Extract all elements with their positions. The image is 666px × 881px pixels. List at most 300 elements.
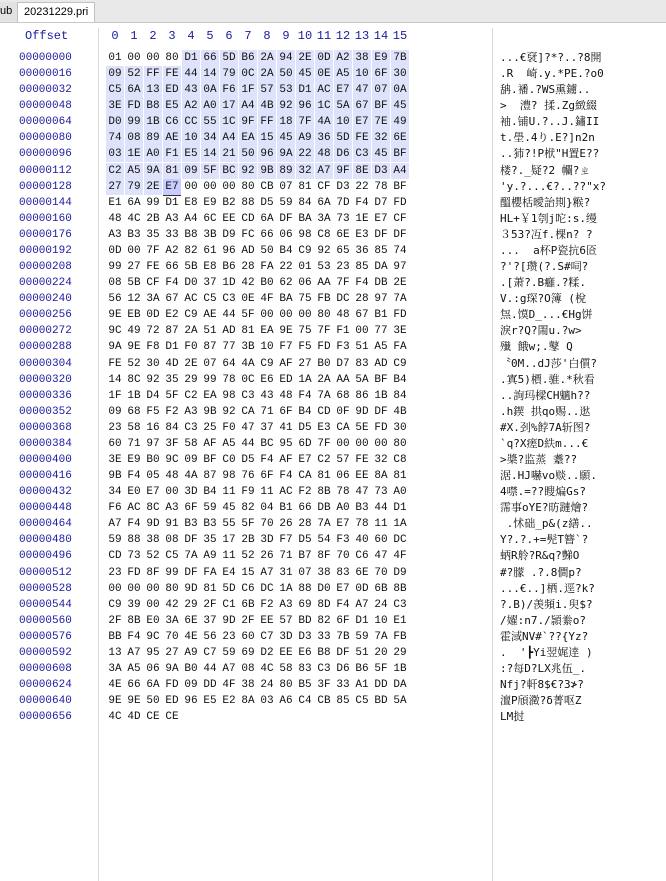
hex-byte[interactable]: 9F	[239, 114, 257, 130]
hex-byte[interactable]: 5D	[334, 130, 352, 146]
hex-byte[interactable]: 7F	[146, 244, 160, 257]
hex-byte[interactable]: 37	[203, 614, 217, 627]
hex-byte[interactable]: 38	[241, 679, 255, 692]
hex-byte[interactable]: 11	[374, 518, 388, 531]
text-preview[interactable]: .寘5)檟.骓.*秋看	[500, 372, 595, 386]
hex-row[interactable]	[0, 372, 666, 388]
hex-byte[interactable]: 1B	[374, 389, 388, 402]
hex-byte[interactable]: 00	[108, 582, 122, 595]
hex-byte[interactable]: 34	[201, 130, 219, 146]
hex-byte[interactable]: A2	[334, 50, 352, 66]
hex-byte[interactable]: D7	[374, 196, 388, 209]
hex-byte[interactable]: 92	[239, 163, 257, 179]
hex-byte[interactable]: DF	[184, 566, 198, 579]
hex-byte[interactable]: E7	[336, 518, 350, 531]
hex-byte[interactable]: 92	[317, 244, 331, 257]
hex-byte[interactable]: D1	[296, 82, 314, 98]
text-preview[interactable]: 醞櫻栝曖詒剘}糇?	[500, 195, 591, 209]
hex-byte[interactable]: 9C	[146, 630, 160, 643]
text-preview[interactable]: 楼?._疑?2 幱?ㄓ	[500, 163, 591, 177]
hex-byte[interactable]: 10	[334, 114, 352, 130]
hex-byte[interactable]: AD	[222, 325, 236, 338]
hex-byte[interactable]: 0E	[241, 293, 255, 306]
hex-byte[interactable]: 56	[108, 293, 122, 306]
hex-byte[interactable]: 7A	[393, 293, 407, 306]
hex-byte[interactable]: F3	[336, 534, 350, 547]
hex-byte[interactable]: 1D	[222, 277, 236, 290]
hex-byte[interactable]: 87	[203, 341, 217, 354]
hex-byte[interactable]: 5A	[334, 98, 352, 114]
hex-byte[interactable]: AF	[279, 454, 293, 466]
hex-byte[interactable]: BA	[298, 212, 312, 225]
hex-byte[interactable]: 99	[146, 196, 160, 209]
hex-byte[interactable]: 6A	[260, 212, 274, 225]
hex-byte[interactable]: 7F	[336, 277, 350, 290]
hex-row[interactable]	[0, 709, 666, 725]
hex-byte[interactable]: 85	[336, 695, 350, 708]
hex-byte[interactable]: E7	[146, 486, 160, 499]
hex-byte[interactable]: C5	[165, 550, 179, 563]
hex-byte[interactable]: C9	[260, 357, 274, 370]
hex-byte[interactable]: 67	[353, 98, 371, 114]
hex-byte[interactable]: DA	[374, 261, 388, 274]
hex-byte[interactable]: ED	[165, 695, 179, 708]
hex-byte[interactable]: 1B	[393, 663, 407, 676]
hex-byte[interactable]: 4D	[127, 711, 141, 724]
hex-byte[interactable]: 9D	[146, 518, 160, 531]
hex-byte[interactable]: D5	[298, 421, 312, 434]
text-preview[interactable]: 澶P頎瀓?δ菁呕Z	[500, 694, 582, 708]
hex-byte[interactable]: 58	[127, 421, 141, 434]
hex-byte[interactable]: D0	[317, 582, 331, 595]
hex-byte[interactable]: 5A	[393, 695, 407, 708]
text-preview[interactable]: 'y.?...€?..??"x?	[500, 179, 606, 193]
hex-byte[interactable]: 48	[336, 309, 350, 322]
hex-byte[interactable]: A7	[315, 163, 333, 179]
hex-row[interactable]	[0, 565, 666, 581]
hex-byte[interactable]: C8	[393, 454, 407, 466]
hex-byte[interactable]: D5	[298, 534, 312, 547]
hex-byte[interactable]: 98	[222, 389, 236, 402]
hex-byte[interactable]: A5	[127, 663, 141, 676]
hex-byte[interactable]: CE	[165, 711, 179, 724]
hex-byte[interactable]: 08	[108, 277, 122, 290]
hex-byte[interactable]: 88	[241, 196, 255, 209]
hex-byte[interactable]: 7B	[336, 630, 350, 643]
hex-byte[interactable]: 1F	[239, 82, 257, 98]
hex-byte[interactable]: 6B	[241, 598, 255, 611]
hex-byte[interactable]: 7B	[391, 50, 409, 66]
hex-byte[interactable]: FE	[163, 66, 181, 82]
hex-byte[interactable]: F4	[336, 598, 350, 611]
text-preview[interactable]: . '┣Yi翌娓逹 )	[500, 645, 593, 659]
hex-byte[interactable]: DF	[374, 405, 388, 418]
hex-byte[interactable]: A9	[296, 130, 314, 146]
hex-byte[interactable]: C3	[241, 389, 255, 402]
hex-byte[interactable]: E5	[182, 146, 200, 162]
hex-byte[interactable]: 6B	[374, 582, 388, 595]
hex-byte[interactable]: F4	[127, 470, 141, 483]
hex-byte[interactable]: 9E	[108, 695, 122, 708]
hex-byte[interactable]: 7F	[317, 437, 331, 450]
hex-byte[interactable]: 95	[279, 437, 293, 450]
hex-byte[interactable]: 59	[108, 534, 122, 547]
hex-byte[interactable]: FF	[144, 66, 162, 82]
hex-byte[interactable]: 8C	[146, 502, 160, 515]
hex-byte[interactable]: DB	[317, 502, 331, 515]
hex-byte[interactable]: 5F	[165, 389, 179, 402]
hex-byte[interactable]: 00	[146, 598, 160, 611]
hex-byte[interactable]: 70	[260, 518, 274, 531]
hex-byte[interactable]: 2A	[258, 66, 276, 82]
hex-byte[interactable]: 09	[182, 163, 200, 179]
hex-byte[interactable]: A3	[165, 502, 179, 515]
hex-byte[interactable]: FA	[393, 341, 407, 354]
hex-byte[interactable]: E9	[203, 196, 217, 209]
hex-byte[interactable]: 3E	[393, 325, 407, 338]
hex-row[interactable]	[0, 484, 666, 500]
hex-byte[interactable]: F3	[336, 341, 350, 354]
hex-byte[interactable]: E1	[393, 614, 407, 627]
hex-byte[interactable]: 75	[298, 293, 312, 306]
hex-row[interactable]	[0, 661, 666, 677]
hex-byte[interactable]: D3	[372, 163, 390, 179]
hex-byte[interactable]: 69	[241, 646, 255, 659]
hex-byte[interactable]: F4	[260, 454, 274, 466]
hex-byte[interactable]: B0	[317, 357, 331, 370]
hex-byte[interactable]: D9	[393, 566, 407, 579]
hex-byte[interactable]: C0	[222, 454, 236, 466]
hex-byte[interactable]: FC	[241, 228, 255, 241]
hex-byte[interactable]: F7	[279, 341, 293, 354]
hex-byte[interactable]: 74	[106, 130, 124, 146]
hex-byte[interactable]: 80	[165, 582, 179, 595]
hex-byte[interactable]: 74	[393, 244, 407, 257]
hex-byte[interactable]: AA	[317, 277, 331, 290]
hex-byte[interactable]: 4B	[258, 98, 276, 114]
hex-byte[interactable]: 47	[355, 486, 369, 499]
hex-byte[interactable]: 34	[108, 486, 122, 499]
hex-byte[interactable]: 52	[127, 357, 141, 370]
hex-byte[interactable]: E8	[203, 261, 217, 274]
hex-byte[interactable]: F4	[279, 470, 293, 483]
hex-byte[interactable]: D3	[336, 180, 350, 193]
hex-byte[interactable]: FD	[127, 566, 141, 579]
hex-byte[interactable]: 11	[260, 486, 274, 499]
hex-byte[interactable]: FD	[165, 679, 179, 692]
hex-byte[interactable]: C5	[106, 82, 124, 98]
hex-byte[interactable]: CD	[241, 212, 255, 225]
hex-byte[interactable]: 81	[163, 163, 181, 179]
hex-byte[interactable]: 9B	[203, 405, 217, 418]
hex-byte[interactable]: FE	[355, 454, 369, 466]
hex-byte[interactable]: 9B	[108, 470, 122, 483]
hex-byte[interactable]: 13	[108, 646, 122, 659]
hex-byte[interactable]: 6E	[355, 566, 369, 579]
text-preview[interactable]: 舑.襎.?WS熏鐪..	[500, 83, 591, 97]
hex-row[interactable]	[0, 468, 666, 484]
hex-byte[interactable]: 00	[146, 52, 160, 64]
hex-byte[interactable]: 80	[393, 437, 407, 450]
hex-byte[interactable]: B7	[298, 550, 312, 563]
hex-byte[interactable]: EE	[260, 614, 274, 627]
hex-byte[interactable]: FA	[260, 261, 274, 274]
hex-byte[interactable]: C9	[393, 357, 407, 370]
hex-byte[interactable]: 06	[336, 470, 350, 483]
hex-row[interactable]	[0, 323, 666, 339]
hex-byte[interactable]: 58	[279, 663, 293, 676]
hex-byte[interactable]: 18	[277, 114, 295, 130]
hex-byte[interactable]: AC	[279, 486, 293, 499]
hex-byte[interactable]: E7	[163, 179, 181, 196]
hex-byte[interactable]: CF	[317, 180, 331, 193]
hex-byte[interactable]: CA	[336, 421, 350, 434]
hex-byte[interactable]: 33	[165, 228, 179, 241]
hex-byte[interactable]: E5	[203, 695, 217, 708]
hex-byte[interactable]: 55	[222, 518, 236, 531]
hex-byte[interactable]: 9C	[165, 454, 179, 466]
hex-row[interactable]	[0, 243, 666, 259]
hex-byte[interactable]: F4	[355, 277, 369, 290]
hex-byte[interactable]: 3F	[165, 437, 179, 450]
text-preview[interactable]: 霈事oYE?昉蹥燴?	[500, 501, 589, 515]
hex-byte[interactable]: 84	[393, 389, 407, 402]
hex-byte[interactable]: 81	[203, 582, 217, 595]
hex-byte[interactable]: 66	[201, 50, 219, 66]
hex-byte[interactable]: 00	[184, 180, 198, 193]
hex-byte[interactable]: 48	[165, 470, 179, 483]
hex-byte[interactable]: 83	[298, 663, 312, 676]
hex-row[interactable]	[0, 163, 666, 179]
hex-byte[interactable]: 48	[108, 212, 122, 225]
hex-byte[interactable]: F2	[165, 405, 179, 418]
text-preview[interactable]: LM挝	[500, 710, 525, 724]
hex-byte[interactable]: 44	[222, 309, 236, 322]
hex-row[interactable]	[0, 532, 666, 548]
hex-byte[interactable]: F4	[127, 518, 141, 531]
hex-row[interactable]	[0, 179, 666, 195]
hex-byte[interactable]: BD	[298, 614, 312, 627]
hex-byte[interactable]: 15	[241, 566, 255, 579]
hex-byte[interactable]: 73	[374, 486, 388, 499]
hex-byte[interactable]: 91	[165, 518, 179, 531]
hex-byte[interactable]: E0	[146, 614, 160, 627]
hex-byte[interactable]: 85	[374, 244, 388, 257]
hex-byte[interactable]: 3E	[108, 454, 122, 466]
hex-byte[interactable]: 57	[336, 454, 350, 466]
hex-byte[interactable]: 23	[336, 261, 350, 274]
hex-byte[interactable]: 73	[336, 212, 350, 225]
hex-byte[interactable]: 66	[298, 502, 312, 515]
text-preview[interactable]: V.:g琛?O簿 (梲	[500, 292, 586, 306]
hex-byte[interactable]: 8B	[127, 614, 141, 627]
hex-byte[interactable]: 21	[220, 146, 238, 162]
hex-byte[interactable]: 1E	[355, 212, 369, 225]
hex-byte[interactable]: AC	[127, 502, 141, 515]
hex-byte[interactable]: A5	[374, 341, 388, 354]
hex-byte[interactable]: AE	[163, 130, 181, 146]
hex-row[interactable]	[0, 388, 666, 404]
hex-byte[interactable]: 07	[298, 566, 312, 579]
hex-byte[interactable]: C7	[203, 646, 217, 659]
hex-byte[interactable]: 98	[222, 470, 236, 483]
hex-row[interactable]	[0, 307, 666, 323]
hex-byte[interactable]: 47	[374, 550, 388, 563]
hex-byte[interactable]: 99	[108, 261, 122, 274]
hex-byte[interactable]: C1	[222, 598, 236, 611]
hex-byte[interactable]: 71	[127, 437, 141, 450]
hex-byte[interactable]: 8F	[317, 550, 331, 563]
hex-byte[interactable]: 5E	[355, 421, 369, 434]
hex-byte[interactable]: A4	[220, 130, 238, 146]
hex-byte[interactable]: AD	[241, 244, 255, 257]
hex-byte[interactable]: 38	[146, 534, 160, 547]
hex-row[interactable]	[0, 500, 666, 516]
hex-byte[interactable]: 56	[203, 630, 217, 643]
hex-byte[interactable]: E5	[163, 98, 181, 114]
hex-byte[interactable]: 76	[241, 470, 255, 483]
hex-byte[interactable]: 7F	[296, 114, 314, 130]
hex-byte[interactable]: ED	[163, 82, 181, 98]
hex-row[interactable]	[0, 259, 666, 275]
hex-byte[interactable]: 4F	[222, 679, 236, 692]
hex-byte[interactable]: 27	[298, 357, 312, 370]
hex-byte[interactable]: BA	[279, 293, 293, 306]
hex-byte[interactable]: 68	[336, 389, 350, 402]
text-preview[interactable]: t.壆.4り.E?]n2n	[500, 131, 595, 145]
text-preview[interactable]: ..犻?!P栿"H置E??	[500, 147, 600, 161]
hex-byte[interactable]: 25	[203, 421, 217, 434]
hex-byte[interactable]: 5D	[222, 582, 236, 595]
hex-byte[interactable]: 7E	[372, 114, 390, 130]
hex-byte[interactable]: 48	[315, 146, 333, 162]
hex-byte[interactable]: 03	[260, 695, 274, 708]
hex-byte[interactable]: 11	[222, 486, 236, 499]
hex-byte[interactable]: 99	[203, 373, 217, 386]
hex-byte[interactable]: 94	[277, 50, 295, 66]
text-preview[interactable]: ... a杯P瓷抗6匼	[500, 243, 597, 257]
hex-byte[interactable]: 92	[222, 405, 236, 418]
hex-byte[interactable]: 0F	[336, 405, 350, 418]
hex-byte[interactable]: C5	[203, 293, 217, 306]
hex-byte[interactable]: 49	[127, 325, 141, 338]
hex-byte[interactable]: 1C	[220, 114, 238, 130]
hex-byte[interactable]: 69	[298, 598, 312, 611]
hex-byte[interactable]: 31	[279, 566, 293, 579]
hex-byte[interactable]: A7	[222, 663, 236, 676]
hex-byte[interactable]: E1	[108, 196, 122, 209]
hex-byte[interactable]: 4A	[315, 114, 333, 130]
hex-byte[interactable]: F1	[336, 325, 350, 338]
hex-byte[interactable]: 22	[279, 261, 293, 274]
text-preview[interactable]: 4噤.=??瞍煸Gs?	[500, 485, 586, 499]
hex-row[interactable]	[0, 211, 666, 227]
hex-byte[interactable]: E4	[222, 566, 236, 579]
hex-byte[interactable]: 98	[298, 228, 312, 241]
hex-byte[interactable]: 81	[393, 470, 407, 483]
hex-byte[interactable]: 9A	[144, 163, 162, 179]
hex-byte[interactable]: 71	[279, 550, 293, 563]
hex-byte[interactable]: 23	[108, 566, 122, 579]
hex-byte[interactable]: B8	[317, 646, 331, 659]
text-preview[interactable]: 〝0M..dJ莎'白儨?	[500, 356, 597, 370]
hex-byte[interactable]: E8	[184, 196, 198, 209]
hex-byte[interactable]: D1	[355, 614, 369, 627]
hex-byte[interactable]: C3	[393, 598, 407, 611]
hex-byte[interactable]: 70	[336, 550, 350, 563]
hex-byte[interactable]: 00	[336, 437, 350, 450]
hex-byte[interactable]: 09	[108, 405, 122, 418]
hex-byte[interactable]: 45	[391, 98, 409, 114]
hex-byte[interactable]: 62	[279, 277, 293, 290]
hex-byte[interactable]: 6C	[203, 212, 217, 225]
hex-byte[interactable]: F8	[146, 341, 160, 354]
text-preview[interactable]: ?.B)/羡頻i.臾$?	[500, 597, 593, 611]
hex-byte[interactable]: B0	[260, 277, 274, 290]
hex-byte[interactable]: CE	[146, 711, 160, 724]
hex-byte[interactable]: AE	[203, 309, 217, 322]
hex-byte[interactable]: 0C	[239, 66, 257, 82]
hex-byte[interactable]: BC	[260, 437, 274, 450]
hex-byte[interactable]: 82	[241, 502, 255, 515]
hex-byte[interactable]: 2E	[184, 357, 198, 370]
hex-byte[interactable]: 15	[258, 130, 276, 146]
hex-byte[interactable]: D0	[106, 114, 124, 130]
hex-byte[interactable]: 97	[393, 261, 407, 274]
text-preview[interactable]: 涺.HJ嚇vo赕..願.	[500, 469, 597, 483]
hex-byte[interactable]: 83	[336, 566, 350, 579]
hex-byte[interactable]: 1A	[393, 518, 407, 531]
hex-byte[interactable]: 51	[203, 325, 217, 338]
hex-row[interactable]	[0, 195, 666, 211]
hex-byte[interactable]: 82	[184, 244, 198, 257]
hex-byte[interactable]: D1	[165, 196, 179, 209]
hex-byte[interactable]: DD	[374, 679, 388, 692]
hex-byte[interactable]: C3	[317, 663, 331, 676]
hex-row[interactable]	[0, 50, 666, 66]
hex-byte[interactable]: 4D	[165, 357, 179, 370]
hex-byte[interactable]: FB	[317, 293, 331, 306]
hex-byte[interactable]: 28	[355, 293, 369, 306]
hex-byte[interactable]: 4A	[184, 470, 198, 483]
text-preview[interactable]: #?朦 .?.8僴p?	[500, 565, 582, 579]
hex-byte[interactable]: 6E	[184, 614, 198, 627]
hex-byte[interactable]: 0C	[241, 373, 255, 386]
hex-byte[interactable]: 54	[317, 534, 331, 547]
hex-byte[interactable]: 24	[374, 598, 388, 611]
tab-previous[interactable]: ub	[0, 2, 18, 21]
hex-byte[interactable]: C2	[106, 163, 124, 179]
hex-byte[interactable]: 60	[241, 630, 255, 643]
hex-byte[interactable]: A4	[239, 98, 257, 114]
text-preview[interactable]: `q?X瘥D紩m...€	[500, 436, 589, 450]
hex-byte[interactable]: B8	[144, 98, 162, 114]
hex-byte[interactable]: D5	[241, 454, 255, 466]
hex-byte[interactable]: 36	[315, 130, 333, 146]
hex-row[interactable]	[0, 146, 666, 162]
text-preview[interactable]: /嬥:n7./頴絭o?	[500, 613, 586, 627]
hex-byte[interactable]: 50	[146, 695, 160, 708]
hex-byte[interactable]: 00	[355, 325, 369, 338]
hex-byte[interactable]: F2	[298, 486, 312, 499]
hex-byte[interactable]: 1E	[125, 146, 143, 162]
hex-byte[interactable]: 26	[260, 550, 274, 563]
text-preview[interactable]: 霍淢NV#`??{Yz?	[500, 629, 589, 643]
hex-byte[interactable]: 78	[336, 486, 350, 499]
text-preview[interactable]: 袖.铺U.?..J.鏽II	[500, 115, 600, 129]
hex-byte[interactable]: 6E	[336, 228, 350, 241]
text-preview[interactable]: >槳?监蒸 耋??	[500, 453, 578, 466]
